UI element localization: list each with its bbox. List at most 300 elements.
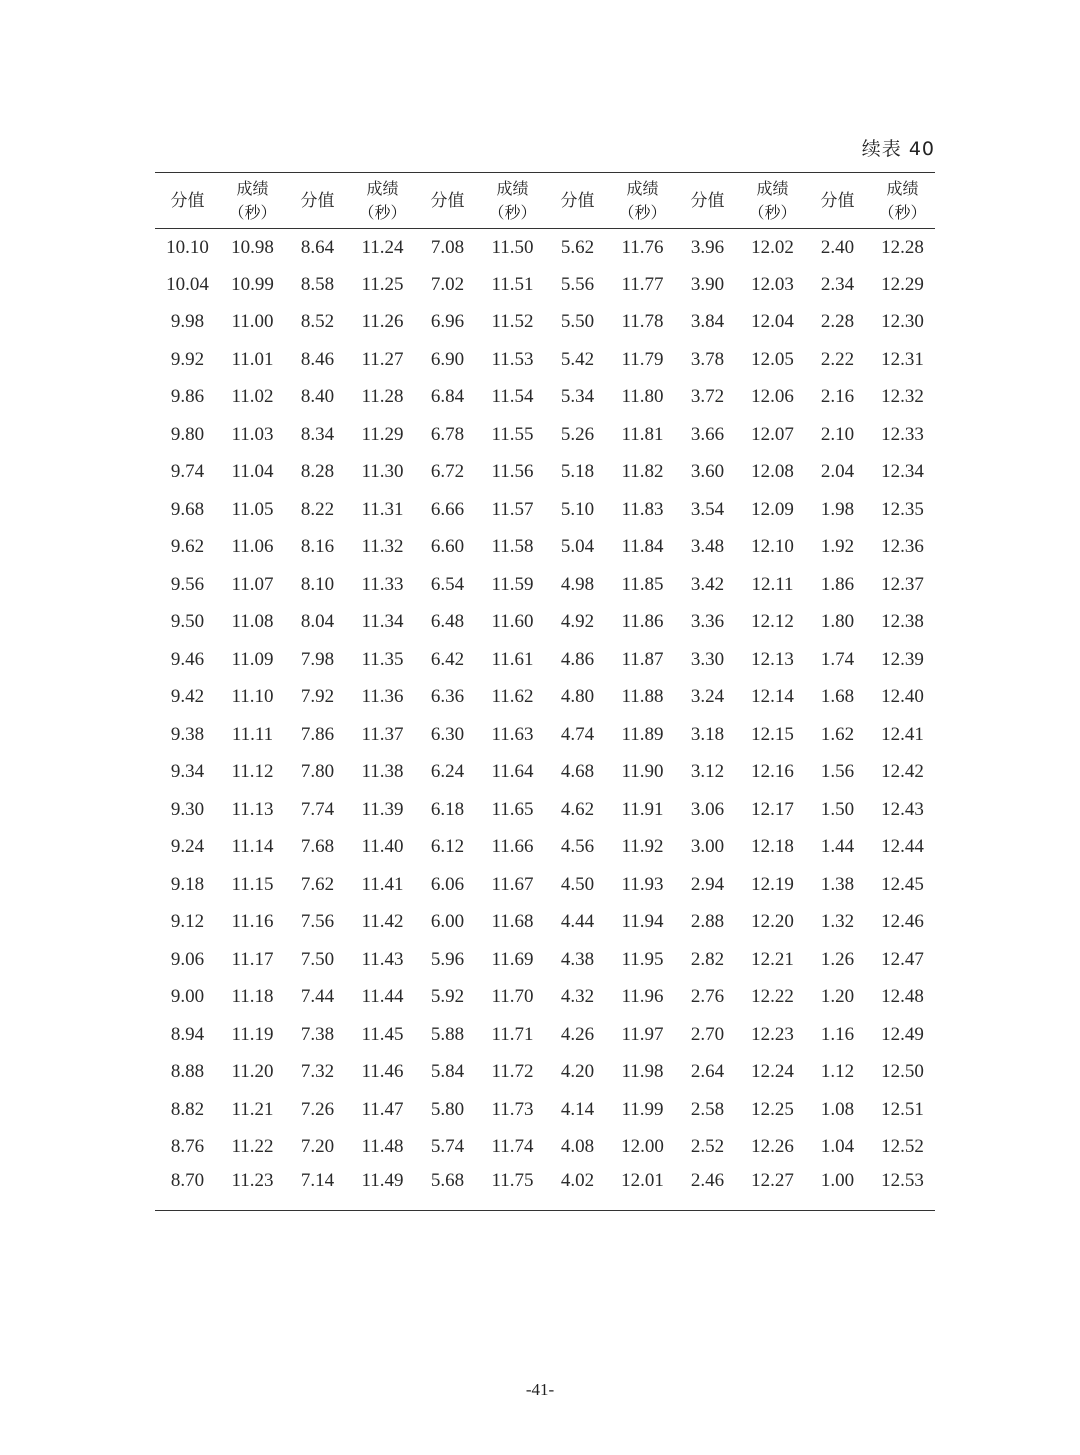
header-result <box>740 173 805 229</box>
score-cell: 6.84 <box>430 386 465 408</box>
score-cell: 6.24 <box>430 761 465 783</box>
score-cell: 2.10 <box>820 423 855 445</box>
result-cell: 11.09 <box>231 648 274 670</box>
result-cell: 12.32 <box>881 386 924 408</box>
score-cell: 1.32 <box>820 911 855 933</box>
score-cell: 9.06 <box>170 948 205 970</box>
result-cell: 11.48 <box>361 1136 404 1158</box>
score-cell: 6.48 <box>430 611 465 633</box>
score-cell: 4.56 <box>560 836 595 858</box>
result-cell: 11.04 <box>231 461 274 483</box>
table-row <box>155 679 935 717</box>
score-cell: 3.48 <box>690 536 725 558</box>
score-cell: 2.64 <box>690 1061 725 1083</box>
result-cell: 11.43 <box>361 948 404 970</box>
result-cell: 11.57 <box>491 498 534 520</box>
result-cell: 12.25 <box>751 1098 794 1120</box>
result-cell: 12.26 <box>751 1136 794 1158</box>
score-cell: 3.36 <box>690 611 725 633</box>
score-cell: 1.00 <box>820 1170 855 1191</box>
result-cell: 11.35 <box>361 648 404 670</box>
score-cell: 2.46 <box>690 1170 725 1191</box>
score-cell: 9.38 <box>170 723 205 745</box>
result-cell: 10.99 <box>231 273 274 295</box>
score-cell: 5.10 <box>560 498 595 520</box>
score-cell: 10.04 <box>166 273 209 295</box>
result-cell: 11.26 <box>361 311 404 333</box>
result-cell: 11.70 <box>491 986 534 1008</box>
result-cell: 12.38 <box>881 611 924 633</box>
score-cell: 8.52 <box>300 311 335 333</box>
result-cell: 11.62 <box>491 686 534 708</box>
score-cell: 7.62 <box>300 873 335 895</box>
table-row <box>155 491 935 529</box>
score-cell: 6.00 <box>430 911 465 933</box>
score-cell: 2.16 <box>820 386 855 408</box>
score-cell: 4.92 <box>560 611 595 633</box>
header-result <box>220 173 285 229</box>
score-cell: 1.26 <box>820 948 855 970</box>
result-cell: 11.51 <box>491 273 534 295</box>
score-cell: 6.42 <box>430 648 465 670</box>
result-cell: 11.65 <box>491 798 534 820</box>
score-cell: 2.52 <box>690 1136 725 1158</box>
score-cell: 6.66 <box>430 498 465 520</box>
header-result <box>870 173 935 229</box>
score-cell: 8.22 <box>300 498 335 520</box>
result-cell: 11.90 <box>621 761 664 783</box>
table-row <box>155 641 935 679</box>
table-row <box>155 341 935 379</box>
score-cell: 4.14 <box>560 1098 595 1120</box>
score-cell: 4.44 <box>560 911 595 933</box>
score-cell: 4.86 <box>560 648 595 670</box>
score-cell: 6.36 <box>430 686 465 708</box>
result-cell: 12.44 <box>881 836 924 858</box>
score-cell: 8.46 <box>300 348 335 370</box>
result-cell: 11.58 <box>491 536 534 558</box>
table-row <box>155 979 935 1017</box>
result-cell: 11.14 <box>231 836 274 858</box>
result-cell: 11.12 <box>231 761 274 783</box>
table-caption: 续表 40 <box>861 138 935 160</box>
result-cell: 11.71 <box>491 1023 534 1045</box>
result-cell: 12.06 <box>751 386 794 408</box>
score-cell: 8.82 <box>170 1098 205 1120</box>
result-cell: 11.87 <box>621 648 664 670</box>
score-cell: 4.26 <box>560 1023 595 1045</box>
result-cell: 12.41 <box>881 723 924 745</box>
result-cell: 12.05 <box>751 348 794 370</box>
score-cell: 8.94 <box>170 1023 205 1045</box>
score-cell: 9.62 <box>170 536 205 558</box>
result-cell: 11.06 <box>231 536 274 558</box>
score-cell: 7.32 <box>300 1061 335 1083</box>
score-cell: 3.72 <box>690 386 725 408</box>
score-cell: 3.66 <box>690 423 725 445</box>
table-row <box>155 416 935 454</box>
result-cell: 11.37 <box>361 723 404 745</box>
table-row <box>155 266 935 304</box>
table-row <box>155 1166 935 1210</box>
score-cell: 8.64 <box>300 236 335 258</box>
result-cell: 11.17 <box>231 948 274 970</box>
result-cell: 11.92 <box>621 836 664 858</box>
score-cell: 3.78 <box>690 348 725 370</box>
score-cell: 3.18 <box>690 723 725 745</box>
score-cell: 7.02 <box>430 273 465 295</box>
result-cell: 11.77 <box>621 273 664 295</box>
table-row <box>155 941 935 979</box>
score-cell: 5.80 <box>430 1098 465 1120</box>
score-cell: 6.30 <box>430 723 465 745</box>
result-cell: 11.99 <box>621 1098 664 1120</box>
result-cell: 12.47 <box>881 948 924 970</box>
result-cell: 11.76 <box>621 236 664 258</box>
score-cell: 5.84 <box>430 1061 465 1083</box>
score-cell: 8.76 <box>170 1136 205 1158</box>
score-cell: 9.92 <box>170 348 205 370</box>
result-cell: 11.00 <box>231 311 274 333</box>
score-cell: 3.06 <box>690 798 725 820</box>
score-cell: 4.62 <box>560 798 595 820</box>
score-cell: 7.14 <box>300 1170 335 1191</box>
score-cell: 9.98 <box>170 311 205 333</box>
header-result-line1: 成绩 <box>756 178 789 198</box>
score-cell: 9.50 <box>170 611 205 633</box>
result-cell: 11.16 <box>231 911 274 933</box>
result-cell: 11.79 <box>621 348 664 370</box>
result-cell: 11.60 <box>491 611 534 633</box>
result-cell: 12.03 <box>751 273 794 295</box>
table-header <box>155 173 935 229</box>
table-body <box>155 229 935 1211</box>
score-cell: 2.22 <box>820 348 855 370</box>
table-row <box>155 454 935 492</box>
score-cell: 2.34 <box>820 273 855 295</box>
result-cell: 12.17 <box>751 798 794 820</box>
result-cell: 12.20 <box>751 911 794 933</box>
header-score: 分值 <box>560 190 595 211</box>
page-number: -41- <box>525 1380 555 1399</box>
score-cell: 5.62 <box>560 236 595 258</box>
score-cell: 3.30 <box>690 648 725 670</box>
result-cell: 11.50 <box>491 236 534 258</box>
result-cell: 11.82 <box>621 461 664 483</box>
table-row <box>155 791 935 829</box>
score-cell: 1.56 <box>820 761 855 783</box>
score-cell: 9.34 <box>170 761 205 783</box>
score-cell: 7.74 <box>300 798 335 820</box>
result-cell: 12.34 <box>881 461 924 483</box>
score-cell: 7.92 <box>300 686 335 708</box>
score-cell: 8.10 <box>300 573 335 595</box>
score-cell: 2.82 <box>690 948 725 970</box>
table-row <box>155 566 935 604</box>
result-cell: 12.10 <box>751 536 794 558</box>
score-cell: 5.96 <box>430 948 465 970</box>
score-cell: 1.80 <box>820 611 855 633</box>
result-cell: 11.74 <box>491 1136 534 1158</box>
score-cell: 8.40 <box>300 386 335 408</box>
result-cell: 11.55 <box>491 423 534 445</box>
score-cell: 3.60 <box>690 461 725 483</box>
result-cell: 11.93 <box>621 873 664 895</box>
result-cell: 12.45 <box>881 873 924 895</box>
result-cell: 11.69 <box>491 948 534 970</box>
header-score: 分值 <box>300 190 335 211</box>
header-result-line1: 成绩 <box>236 178 269 198</box>
score-cell: 2.58 <box>690 1098 725 1120</box>
score-cell: 5.68 <box>430 1170 465 1191</box>
result-cell: 11.39 <box>361 798 404 820</box>
result-cell: 11.84 <box>621 536 664 558</box>
score-cell: 9.56 <box>170 573 205 595</box>
result-cell: 12.22 <box>751 986 794 1008</box>
result-cell: 11.20 <box>231 1061 274 1083</box>
result-cell: 11.36 <box>361 686 404 708</box>
result-cell: 11.07 <box>231 573 274 595</box>
result-cell: 11.98 <box>621 1061 664 1083</box>
result-cell: 12.50 <box>881 1061 924 1083</box>
result-cell: 11.21 <box>231 1098 274 1120</box>
score-cell: 7.38 <box>300 1023 335 1045</box>
result-cell: 11.94 <box>621 911 664 933</box>
result-cell: 12.28 <box>881 236 924 258</box>
score-cell: 7.44 <box>300 986 335 1008</box>
result-cell: 11.10 <box>231 686 274 708</box>
result-cell: 12.43 <box>881 798 924 820</box>
score-cell: 2.40 <box>820 236 855 258</box>
table-row <box>155 866 935 904</box>
result-cell: 12.53 <box>881 1170 924 1191</box>
score-cell: 5.50 <box>560 311 595 333</box>
score-cell: 1.50 <box>820 798 855 820</box>
result-cell: 12.13 <box>751 648 794 670</box>
table-row <box>155 904 935 942</box>
result-cell: 11.38 <box>361 761 404 783</box>
score-cell: 7.08 <box>430 236 465 258</box>
score-cell: 8.88 <box>170 1061 205 1083</box>
result-cell: 12.29 <box>881 273 924 295</box>
result-cell: 11.85 <box>621 573 664 595</box>
score-cell: 6.18 <box>430 798 465 820</box>
score-cell: 2.94 <box>690 873 725 895</box>
result-cell: 11.47 <box>361 1098 404 1120</box>
score-cell: 2.88 <box>690 911 725 933</box>
score-cell: 5.34 <box>560 386 595 408</box>
result-cell: 12.02 <box>751 236 794 258</box>
header-result-line1: 成绩 <box>366 178 399 198</box>
header-result-line2: （秒） <box>488 202 537 222</box>
result-cell: 11.89 <box>621 723 664 745</box>
table-row <box>155 1129 935 1167</box>
table-row <box>155 829 935 867</box>
score-cell: 7.26 <box>300 1098 335 1120</box>
score-cell: 9.74 <box>170 461 205 483</box>
result-cell: 11.56 <box>491 461 534 483</box>
score-cell: 1.92 <box>820 536 855 558</box>
score-cell: 1.62 <box>820 723 855 745</box>
result-cell: 10.98 <box>231 236 274 258</box>
score-cell: 1.12 <box>820 1061 855 1083</box>
score-cell: 9.42 <box>170 686 205 708</box>
score-cell: 7.68 <box>300 836 335 858</box>
score-cell: 8.58 <box>300 273 335 295</box>
result-cell: 11.22 <box>231 1136 274 1158</box>
table-row <box>155 229 935 267</box>
score-cell: 4.08 <box>560 1136 595 1158</box>
result-cell: 12.30 <box>881 311 924 333</box>
score-cell: 3.96 <box>690 236 725 258</box>
score-cell: 3.12 <box>690 761 725 783</box>
score-cell: 9.30 <box>170 798 205 820</box>
score-cell: 4.20 <box>560 1061 595 1083</box>
table-row <box>155 1016 935 1054</box>
score-cell: 7.98 <box>300 648 335 670</box>
score-cell: 1.44 <box>820 836 855 858</box>
score-cell: 7.50 <box>300 948 335 970</box>
score-cell: 2.70 <box>690 1023 725 1045</box>
result-cell: 12.08 <box>751 461 794 483</box>
score-table <box>155 172 935 1211</box>
score-cell: 6.96 <box>430 311 465 333</box>
header-score: 分值 <box>430 190 465 211</box>
score-cell: 1.86 <box>820 573 855 595</box>
result-cell: 11.91 <box>621 798 664 820</box>
result-cell: 11.27 <box>361 348 404 370</box>
table-row <box>155 1091 935 1129</box>
result-cell: 12.35 <box>881 498 924 520</box>
header-result <box>350 173 415 229</box>
score-cell: 10.10 <box>166 236 209 258</box>
result-cell: 11.96 <box>621 986 664 1008</box>
header-result-line1: 成绩 <box>626 178 659 198</box>
result-cell: 11.18 <box>231 986 274 1008</box>
result-cell: 12.40 <box>881 686 924 708</box>
score-cell: 3.42 <box>690 573 725 595</box>
score-cell: 5.92 <box>430 986 465 1008</box>
score-cell: 6.60 <box>430 536 465 558</box>
result-cell: 11.24 <box>361 236 404 258</box>
result-cell: 11.01 <box>231 348 274 370</box>
score-cell: 3.84 <box>690 311 725 333</box>
score-cell: 5.56 <box>560 273 595 295</box>
result-cell: 11.86 <box>621 611 664 633</box>
header-result-line1: 成绩 <box>886 178 919 198</box>
result-cell: 11.68 <box>491 911 534 933</box>
result-cell: 12.12 <box>751 611 794 633</box>
score-cell: 7.80 <box>300 761 335 783</box>
result-cell: 11.13 <box>231 798 274 820</box>
result-cell: 12.11 <box>751 573 794 595</box>
result-cell: 12.39 <box>881 648 924 670</box>
result-cell: 12.48 <box>881 986 924 1008</box>
score-cell: 8.70 <box>170 1170 205 1191</box>
score-cell: 8.16 <box>300 536 335 558</box>
result-cell: 11.05 <box>231 498 274 520</box>
result-cell: 11.80 <box>621 386 664 408</box>
score-cell: 3.54 <box>690 498 725 520</box>
score-cell: 9.80 <box>170 423 205 445</box>
score-cell: 5.42 <box>560 348 595 370</box>
result-cell: 12.37 <box>881 573 924 595</box>
score-cell: 5.18 <box>560 461 595 483</box>
result-cell: 11.63 <box>491 723 534 745</box>
result-cell: 12.09 <box>751 498 794 520</box>
score-cell: 9.18 <box>170 873 205 895</box>
score-cell: 4.74 <box>560 723 595 745</box>
result-cell: 11.59 <box>491 573 534 595</box>
score-cell: 5.74 <box>430 1136 465 1158</box>
score-cell: 4.50 <box>560 873 595 895</box>
result-cell: 11.08 <box>231 611 274 633</box>
result-cell: 11.19 <box>231 1023 274 1045</box>
score-cell: 9.86 <box>170 386 205 408</box>
table-row <box>155 379 935 417</box>
result-cell: 11.25 <box>361 273 404 295</box>
result-cell: 11.49 <box>361 1170 404 1191</box>
score-cell: 2.28 <box>820 311 855 333</box>
result-cell: 11.03 <box>231 423 274 445</box>
score-cell: 1.08 <box>820 1098 855 1120</box>
header-result-line2: （秒） <box>878 202 927 222</box>
result-cell: 12.19 <box>751 873 794 895</box>
result-cell: 11.28 <box>361 386 404 408</box>
result-cell: 11.46 <box>361 1061 404 1083</box>
result-cell: 11.88 <box>621 686 664 708</box>
result-cell: 11.53 <box>491 348 534 370</box>
score-cell: 2.76 <box>690 986 725 1008</box>
score-cell: 4.32 <box>560 986 595 1008</box>
result-cell: 11.81 <box>621 423 664 445</box>
result-cell: 11.83 <box>621 498 664 520</box>
result-cell: 11.30 <box>361 461 404 483</box>
result-cell: 12.52 <box>881 1136 924 1158</box>
score-cell: 4.80 <box>560 686 595 708</box>
score-cell: 7.56 <box>300 911 335 933</box>
result-cell: 11.23 <box>231 1170 274 1191</box>
result-cell: 12.46 <box>881 911 924 933</box>
table-row <box>155 716 935 754</box>
score-cell: 4.38 <box>560 948 595 970</box>
score-cell: 5.04 <box>560 536 595 558</box>
score-cell: 4.98 <box>560 573 595 595</box>
table-row <box>155 604 935 642</box>
result-cell: 11.64 <box>491 761 534 783</box>
header-result <box>610 173 675 229</box>
header-result-line2: （秒） <box>748 202 797 222</box>
result-cell: 12.18 <box>751 836 794 858</box>
header-row <box>155 173 935 229</box>
result-cell: 12.42 <box>881 761 924 783</box>
result-cell: 12.51 <box>881 1098 924 1120</box>
result-cell: 11.34 <box>361 611 404 633</box>
score-cell: 9.00 <box>170 986 205 1008</box>
score-cell: 7.86 <box>300 723 335 745</box>
score-cell: 1.38 <box>820 873 855 895</box>
score-cell: 9.12 <box>170 911 205 933</box>
score-cell: 9.24 <box>170 836 205 858</box>
score-cell: 3.00 <box>690 836 725 858</box>
table-row <box>155 529 935 567</box>
result-cell: 11.44 <box>361 986 404 1008</box>
result-cell: 12.01 <box>621 1170 664 1191</box>
result-cell: 11.95 <box>621 948 664 970</box>
result-cell: 11.67 <box>491 873 534 895</box>
header-result-line1: 成绩 <box>496 178 529 198</box>
score-cell: 8.34 <box>300 423 335 445</box>
